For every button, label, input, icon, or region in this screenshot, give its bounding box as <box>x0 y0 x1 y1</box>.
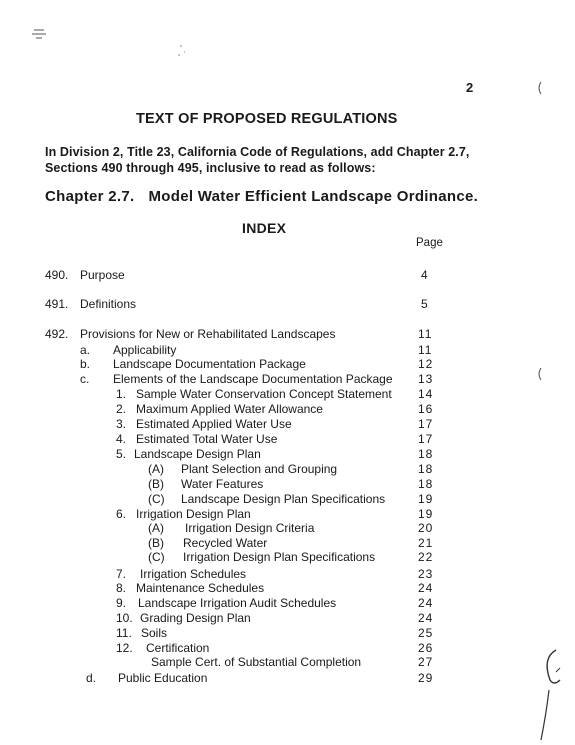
entry-number: c. <box>80 372 90 386</box>
entry-page: 4 <box>421 268 429 282</box>
entry-label: Soils <box>141 626 168 640</box>
entry-label: Recycled Water <box>183 536 268 550</box>
entry-label: Applicability <box>113 343 177 357</box>
entry-label: Certification <box>146 641 210 655</box>
entry-number: (B) <box>148 536 164 550</box>
entry-number: 11. <box>116 626 132 640</box>
entry-number: a. <box>80 343 91 357</box>
entry-page: 17 <box>418 417 434 431</box>
entry-label: Grading Design Plan <box>140 611 251 625</box>
page-heading: TEXT OF PROPOSED REGULATIONS <box>136 111 398 127</box>
entry-number: 2. <box>116 402 127 416</box>
index-entry <box>0 432 575 448</box>
index-entry <box>0 477 575 493</box>
entry-page: 18 <box>418 462 434 476</box>
entry-number: 492. <box>45 327 69 341</box>
entry-label: Irrigation Schedules <box>140 567 247 581</box>
entry-number: 5. <box>116 447 127 461</box>
entry-page: 19 <box>418 492 434 506</box>
entry-number: 490. <box>45 268 69 282</box>
entry-page: 24 <box>418 611 434 625</box>
entry-page: 22 <box>418 550 434 564</box>
entry-label: Irrigation Design Plan Specifications <box>183 550 376 564</box>
entry-number: 1. <box>116 387 127 401</box>
entry-page: 27 <box>418 655 434 669</box>
entry-page: 26 <box>418 641 434 655</box>
entry-page: 16 <box>418 402 434 416</box>
index-entry <box>0 447 575 463</box>
index-entry <box>0 626 575 642</box>
entry-number: 6. <box>116 507 127 521</box>
entry-number: 491. <box>45 297 69 311</box>
index-entry <box>0 462 575 478</box>
entry-page: 21 <box>418 536 434 550</box>
entry-page: 11 <box>418 343 433 357</box>
entry-label: Public Education <box>118 671 208 685</box>
entry-label: Landscape Design Plan <box>134 447 261 461</box>
entry-number: (C) <box>148 550 165 564</box>
intro-line-2: Sections 490 through 495, inclusive to read as follows: <box>45 161 376 175</box>
entry-label: Sample Cert. of Substantial Completion <box>151 655 362 669</box>
entry-label: Plant Selection and Grouping <box>181 462 338 476</box>
index-entry <box>0 402 575 418</box>
entry-page: 20 <box>418 521 434 535</box>
entry-number: (A) <box>148 521 164 535</box>
index-entry <box>0 387 575 403</box>
entry-page: 13 <box>418 372 434 386</box>
index-entry <box>0 372 575 388</box>
index-entry <box>0 327 575 343</box>
entry-label: Water Features <box>181 477 264 491</box>
index-entry <box>0 550 575 566</box>
entry-label: Estimated Total Water Use <box>136 432 278 446</box>
entry-label: Landscape Documentation Package <box>113 357 306 371</box>
entry-label: Provisions for New or Rehabilitated Landscapes <box>80 327 336 341</box>
entry-label: Maximum Applied Water Allowance <box>136 402 323 416</box>
entry-label: Landscape Design Plan Specifications <box>181 492 386 506</box>
index-entry <box>0 581 575 597</box>
entry-page: 23 <box>418 567 434 581</box>
entry-page: 5 <box>421 297 429 311</box>
index-entry <box>0 297 575 313</box>
page-number: 2 <box>466 80 474 95</box>
index-entry <box>0 596 575 612</box>
entry-number: 10. <box>116 611 133 625</box>
index-title: INDEX <box>242 220 287 236</box>
entry-page: 17 <box>418 432 434 446</box>
entry-page: 29 <box>418 671 434 685</box>
entry-label: Irrigation Design Criteria <box>185 521 315 535</box>
index-entry <box>0 417 575 433</box>
entry-page: 14 <box>418 387 434 401</box>
index-entry <box>0 655 575 671</box>
entry-number: b. <box>80 357 91 371</box>
entry-number: 7. <box>116 567 127 581</box>
entry-number: 12. <box>116 641 133 655</box>
entry-label: Maintenance Schedules <box>136 581 265 595</box>
page-column-header: Page <box>416 237 443 249</box>
chapter-number: Chapter 2.7. <box>45 188 135 205</box>
entry-label: Elements of the Landscape Documentation Package <box>113 372 393 386</box>
entry-label: Estimated Applied Water Use <box>136 417 292 431</box>
entry-page: 25 <box>418 626 434 640</box>
entry-page: 24 <box>418 596 434 610</box>
entry-number: (A) <box>148 462 164 476</box>
entry-label: Irrigation Design Plan <box>136 507 251 521</box>
entry-page: 11 <box>418 327 433 341</box>
entry-number: 9. <box>116 596 127 610</box>
entry-number: (B) <box>148 477 164 491</box>
index-entry <box>0 611 575 627</box>
entry-label: Landscape Irrigation Audit Schedules <box>138 596 337 610</box>
entry-number: 8. <box>116 581 127 595</box>
entry-label: Purpose <box>80 268 125 282</box>
entry-number: 4. <box>116 432 127 446</box>
index-entry <box>0 521 575 537</box>
chapter-heading <box>45 188 478 205</box>
index-entry <box>0 492 575 508</box>
entry-number: d. <box>86 671 97 685</box>
entry-page: 18 <box>418 477 434 491</box>
entry-page: 19 <box>418 507 434 521</box>
index-entry <box>0 268 575 284</box>
entry-label: Sample Water Conservation Concept Statement <box>136 387 392 401</box>
entry-number: 3. <box>116 417 127 431</box>
index-entry <box>0 671 575 687</box>
intro-line-1: In Division 2, Title 23, California Code of Regulations, add Chapter 2.7, <box>45 145 470 159</box>
entry-page: 18 <box>418 447 434 461</box>
chapter-title: Model Water Efficient Landscape Ordinance. <box>148 188 479 205</box>
entry-label: Definitions <box>80 297 137 311</box>
index-entry <box>0 357 575 373</box>
entry-page: 12 <box>418 357 434 371</box>
entry-number: (C) <box>148 492 165 506</box>
entry-page: 24 <box>418 581 434 595</box>
